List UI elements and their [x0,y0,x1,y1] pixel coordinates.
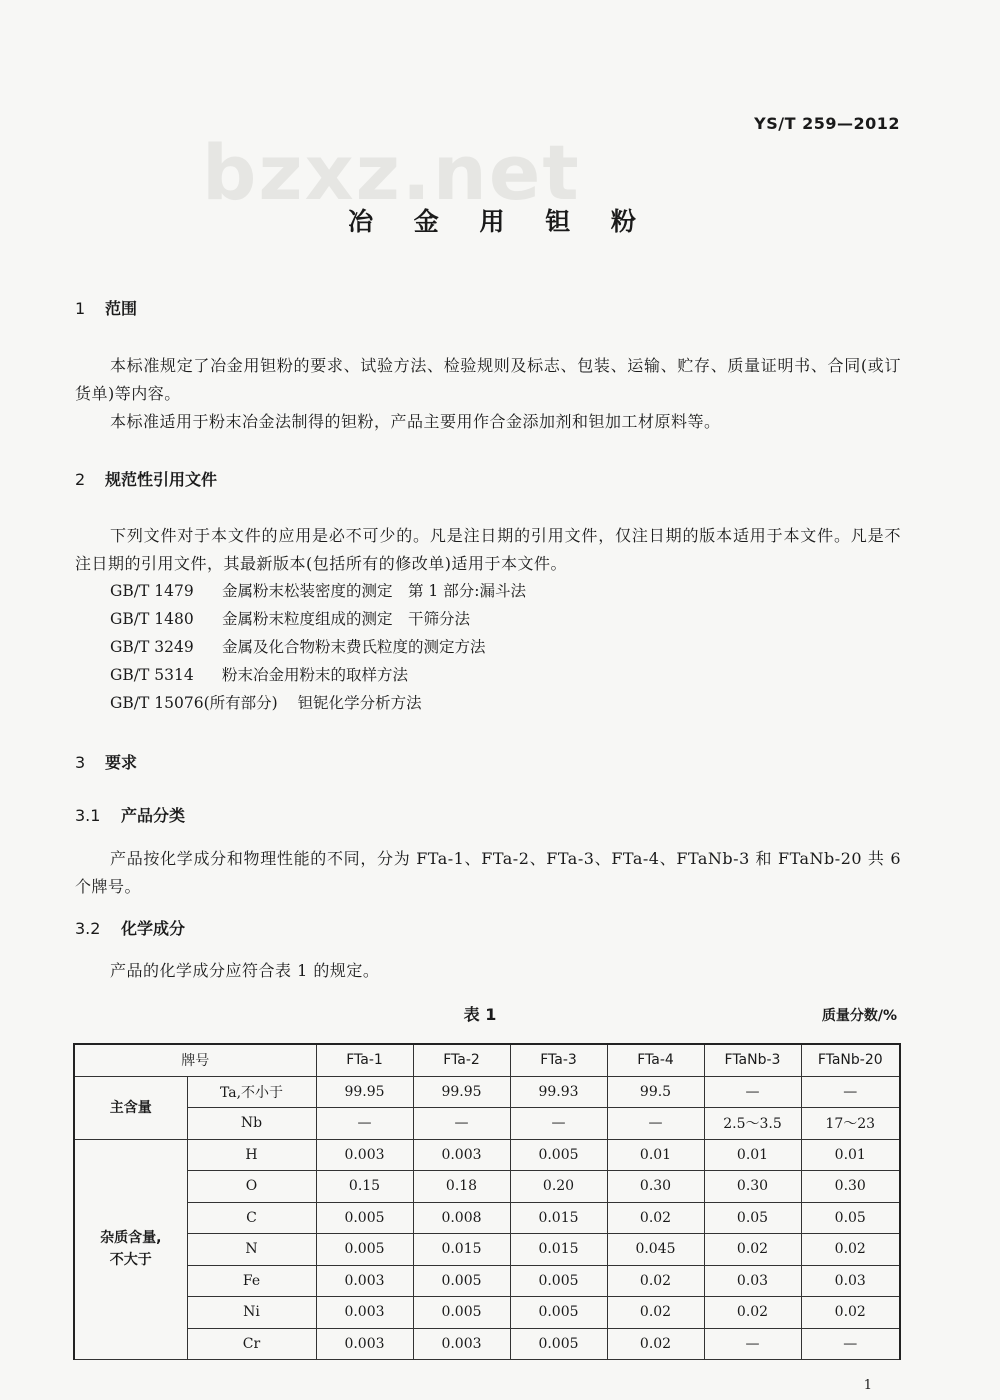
value-cell: 0.03 [704,1265,801,1297]
value-cell: 0.003 [316,1139,413,1171]
value-cell: 0.30 [704,1171,801,1203]
value-cell: 0.02 [801,1234,900,1266]
table-row [74,1234,900,1266]
reference-code: GB/T 5314 [110,666,194,684]
value-cell: 0.005 [510,1297,607,1329]
table-caption: 表 1 [463,1005,497,1024]
section-number: 3.1 [75,806,101,825]
element-cell: Nb [187,1108,316,1140]
value-cell: — [607,1108,704,1140]
value-cell: 0.03 [801,1265,900,1297]
section-1-paragraph-1: 本标准规定了冶金用钽粉的要求、试验方法、检验规则及标志、包装、运输、贮存、质量证明书、合同(或订货单)等内容。 [75,356,901,403]
value-cell: 0.05 [801,1202,900,1234]
value-cell: 0.18 [413,1171,510,1203]
section-3-heading [75,750,137,773]
value-cell: 0.05 [704,1202,801,1234]
value-cell: 0.003 [316,1328,413,1360]
section-1-heading [75,296,137,319]
document-title: 冶 金 用 钽 粉 [348,207,652,236]
value-cell: 0.015 [510,1234,607,1266]
value-cell: 0.003 [316,1297,413,1329]
table-row [74,1171,900,1203]
impurity-group-line-2: 不大于 [109,1252,152,1269]
standard-code: YS/T 259—2012 [754,114,900,133]
grade-header-label: 牌号 [74,1044,316,1076]
element-cell: Cr [187,1328,316,1360]
reference-item [110,633,526,661]
value-cell: 0.015 [510,1202,607,1234]
watermark: bzxz.net [202,128,581,217]
reference-code: GB/T 3249 [110,638,194,656]
value-cell: 0.005 [316,1202,413,1234]
section-number: 3 [75,753,86,772]
value-cell: — [801,1076,900,1108]
table-header-row [74,1044,900,1076]
table-unit-note: 质量分数/% [821,1008,897,1024]
normative-reference-list [110,577,526,717]
grade-column-header: FTa-2 [413,1044,510,1076]
reference-code: GB/T 15076(所有部分) [110,694,278,712]
value-cell: 2.5～3.5 [704,1108,801,1140]
section-number: 1 [75,299,86,318]
value-cell: 0.15 [316,1171,413,1203]
value-cell: 0.30 [607,1171,704,1203]
element-cell: C [187,1202,316,1234]
element-cell: Ni [187,1297,316,1329]
value-cell: — [413,1108,510,1140]
impurity-group-label [74,1139,187,1360]
section-title: 规范性引用文件 [105,470,218,489]
value-cell: 99.95 [316,1076,413,1108]
reference-title: 粉末冶金用粉末的取样方法 [222,666,409,684]
element-cell: Fe [187,1265,316,1297]
grade-column-header: FTa-3 [510,1044,607,1076]
section-3-2-heading [75,916,185,939]
value-cell: 0.20 [510,1171,607,1203]
section-2-heading [75,467,217,490]
reference-item [110,605,526,633]
table-row [74,1139,900,1171]
section-title: 要求 [105,753,138,772]
table-row [74,1328,900,1360]
reference-title: 金属及化合物粉末费氏粒度的测定方法 [222,638,486,656]
element-cell: H [187,1139,316,1171]
value-cell: 0.02 [607,1297,704,1329]
reference-item [110,689,526,717]
value-cell: 99.93 [510,1076,607,1108]
value-cell: — [316,1108,413,1140]
value-cell: 0.02 [607,1265,704,1297]
reference-title: 钽铌化学分析方法 [297,694,422,712]
section-1-paragraph-2: 本标准适用于粉末冶金法制得的钽粉，产品主要用作合金添加剂和钽加工材原料等。 [110,412,721,431]
value-cell: 0.01 [801,1139,900,1171]
value-cell: 99.5 [607,1076,704,1108]
value-cell: — [801,1328,900,1360]
reference-code: GB/T 1479 [110,582,194,600]
value-cell: 0.005 [510,1265,607,1297]
value-cell: 0.01 [607,1139,704,1171]
reference-code: GB/T 1480 [110,610,194,628]
value-cell: 0.005 [510,1328,607,1360]
grade-column-header: FTa-1 [316,1044,413,1076]
reference-item [110,661,526,689]
table-row [74,1076,900,1108]
value-cell: 0.003 [413,1139,510,1171]
chemical-composition-table [73,1043,901,1360]
impurity-group-line-1: 杂质含量, [100,1230,162,1247]
value-cell: 99.95 [413,1076,510,1108]
value-cell: 0.008 [413,1202,510,1234]
value-cell: 0.005 [413,1297,510,1329]
section-3-2-paragraph: 产品的化学成分应符合表 1 的规定。 [110,961,380,980]
section-number: 3.2 [75,919,101,938]
value-cell: 0.02 [801,1297,900,1329]
value-cell: 0.02 [704,1297,801,1329]
section-title: 化学成分 [121,919,186,938]
page-number: 1 [863,1378,872,1393]
value-cell: 0.02 [607,1202,704,1234]
value-cell: 0.30 [801,1171,900,1203]
element-cell: N [187,1234,316,1266]
reference-title: 金属粉末松装密度的测定 第 1 部分:漏斗法 [222,582,526,600]
grade-column-header: FTa-4 [607,1044,704,1076]
table-row [74,1297,900,1329]
main-content-group-label: 主含量 [74,1076,187,1139]
value-cell: 0.005 [510,1139,607,1171]
value-cell: 0.003 [316,1265,413,1297]
value-cell: 0.003 [413,1328,510,1360]
grade-column-header: FTaNb-3 [704,1044,801,1076]
value-cell: 0.01 [704,1139,801,1171]
value-cell: 0.02 [704,1234,801,1266]
value-cell: 0.005 [316,1234,413,1266]
section-3-1-heading [75,803,185,826]
reference-title: 金属粉末粒度组成的测定 干筛分法 [222,610,471,628]
section-title: 范围 [105,299,138,318]
section-number: 2 [75,470,86,489]
value-cell: — [704,1328,801,1360]
section-3-1-paragraph: 产品按化学成分和物理性能的不同，分为 FTa-1、FTa-2、FTa-3、FTa-4、FTaNb-3 和 FTaNb-20 共 6 个牌号。 [75,849,901,896]
value-cell: 0.045 [607,1234,704,1266]
table-row [74,1108,900,1140]
value-cell: 0.005 [413,1265,510,1297]
value-cell: 0.015 [413,1234,510,1266]
element-cell: O [187,1171,316,1203]
value-cell: — [510,1108,607,1140]
reference-item [110,577,526,605]
table-row [74,1202,900,1234]
grade-column-header: FTaNb-20 [801,1044,900,1076]
section-title: 产品分类 [121,806,186,825]
table-body [74,1076,900,1360]
value-cell: 17～23 [801,1108,900,1140]
table-row [74,1265,900,1297]
section-2-paragraph-1: 下列文件对于本文件的应用是必不可少的。凡是注日期的引用文件，仅注日期的版本适用于本文件。凡是不注日期的引用文件，其最新版本(包括所有的修改单)适用于本文件。 [75,526,901,573]
value-cell: — [704,1076,801,1108]
element-cell: Ta,不小于 [187,1076,316,1108]
value-cell: 0.02 [607,1328,704,1360]
